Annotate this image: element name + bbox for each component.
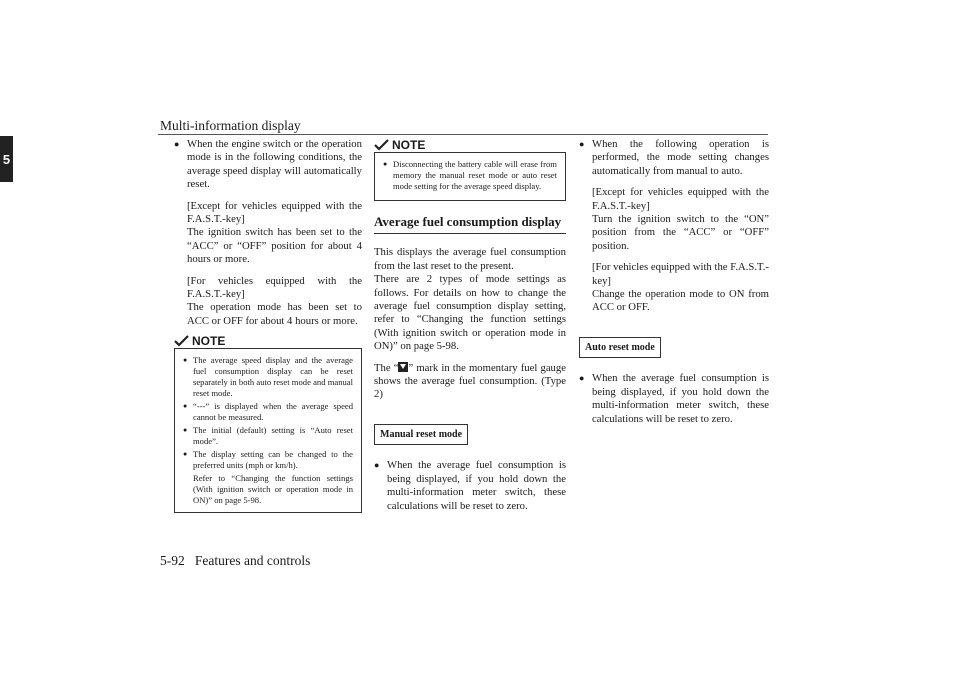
paragraph: This displays the average fuel consumption from the last reset to the present.	[374, 246, 566, 272]
condition-heading: [For vehicles equipped with the F.A.S.T.-key]	[187, 274, 362, 301]
condition-text: Turn the ignition switch to the “ON” position from the “ACC” or “OFF” position.	[592, 213, 769, 252]
condition-heading: [Except for vehicles equipped with the F.A.S.T.-key]	[187, 199, 362, 226]
note-item: ● Disconnecting the battery cable will erase from memory the manual reset mode or auto reset mode setting for the average speed display.	[383, 159, 557, 192]
paragraph: There are 2 types of mode settings as follows. For details on how to change the average fuel consumption display setting, refer to “Changing the function settings (With ignition switch or operation mode in ON)” on page 5-98.	[374, 273, 566, 353]
condition-text: The ignition switch has been set to the “ACC” or “OFF” position for about 4 hours or more.	[187, 226, 362, 266]
note-item-continued: Refer to “Changing the function settings (With ignition switch or operation mode in ON)” on page 5-98.	[193, 473, 353, 506]
note-item: ● “---” is displayed when the average speed cannot be measured.	[183, 401, 353, 423]
page-footer	[160, 553, 310, 569]
note-label: NOTE	[374, 139, 429, 151]
condition-heading: [For vehicles equipped with the F.A.S.T.-key]	[592, 261, 769, 287]
note-item: ● The initial (default) setting is “Auto reset mode”.	[183, 425, 353, 447]
bullet-manual-reset: ● When the average fuel consumption is being displayed, if you hold down the multi-information meter switch, these calculations will be reset to zero.	[374, 459, 566, 513]
pencil-check-icon	[374, 139, 389, 151]
condition-heading: [Except for vehicles equipped with the F.A.S.T.-key]	[592, 186, 769, 212]
manual-reset-mode-label: Manual reset mode	[374, 424, 468, 445]
condition-except-fast-key	[174, 200, 362, 329]
column-1	[174, 138, 362, 513]
footer-section: Features and controls	[194, 553, 311, 568]
gauge-paragraph: The “ ” mark in the momentary fuel gauge shows the average fuel consumption. (Type 2)	[374, 361, 566, 401]
auto-reset-mode-label: Auto reset mode	[579, 337, 661, 358]
note-box	[374, 137, 566, 201]
bullet-average-speed-reset: ● When the engine switch or the operation mode is in the following conditions, the average speed display will automatically reset.	[174, 138, 362, 192]
bullet-mode-change: ● When the following operation is performed, the mode setting changes automatically from manual to auto.	[579, 138, 769, 178]
condition-text: Change the operation mode to ON from ACC or OFF.	[592, 288, 769, 314]
note-label: NOTE	[174, 335, 229, 347]
pencil-check-icon	[174, 335, 189, 347]
note-item: ● The display setting can be changed to the preferred units (mph or km/h).	[183, 449, 353, 471]
condition-block	[579, 186, 769, 315]
note-item: ● The average speed display and the average fuel consumption display can be reset separately in both auto reset mode and manual reset mode.	[183, 355, 353, 399]
column-2	[374, 138, 566, 521]
page-number: 5-92	[160, 553, 185, 568]
bullet-auto-reset: ● When the average fuel consumption is being displayed, if you hold down the multi-information meter switch, these calculations will be reset to zero.	[579, 372, 769, 426]
note-box	[174, 333, 362, 513]
section-title: Average fuel consumption display	[374, 215, 566, 234]
header-rule	[158, 134, 768, 135]
triangle-marker-icon	[398, 362, 408, 372]
column-3	[579, 138, 769, 434]
chapter-tab: 5	[0, 136, 13, 182]
page-header-title: Multi-information display	[160, 118, 301, 133]
condition-text: The operation mode has been set to ACC or OFF for about 4 hours or more.	[187, 301, 362, 327]
